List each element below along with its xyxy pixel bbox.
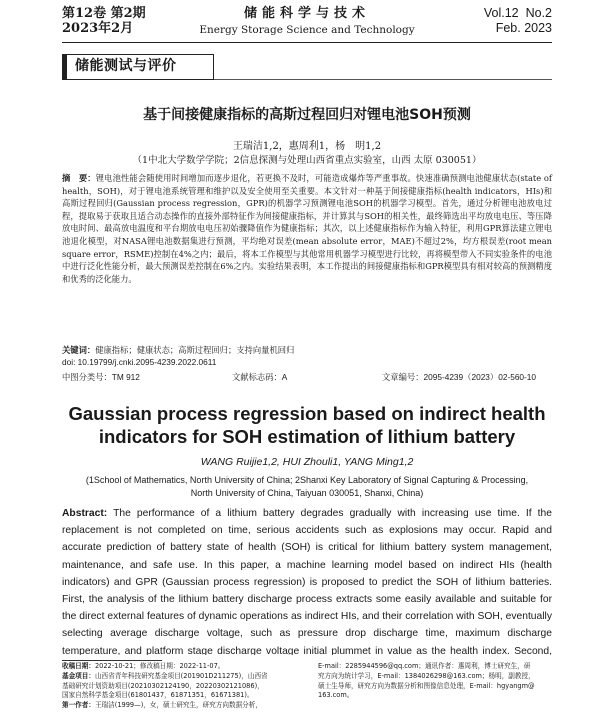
footnote-right-line-2: 究方向为统计学习，E-mail：1384026298@163.com；杨明，副教授，	[318, 671, 535, 680]
keywords-cn-label: 关键词：	[62, 345, 96, 355]
date-cn: 2023年2月	[62, 21, 134, 36]
abstract-en-label: Abstract:	[62, 508, 108, 519]
doi: doi: 10.19799/j.cnki.2095-4239.2022.0611	[62, 357, 217, 367]
title-en-line2: indicators for SOH estimation of lithium battery	[98, 426, 516, 447]
footnote-right-line-1: E-mail：2285944596@qq.com；通讯作者：惠周利，博士研究生，研	[318, 662, 531, 670]
volume: Vol.12	[483, 6, 519, 20]
affiliation-cn: （1中北大学数学学院；2信息探测与处理山西省重点实验室，山西 太原 030051）	[132, 155, 482, 166]
received-dates: 2022-10-21；修改稿日期：2022-11-07。	[94, 662, 225, 670]
first-author-label: 第一作者：	[62, 701, 95, 710]
abstract-cn-label: 摘 要：	[62, 173, 96, 183]
received-label: 收稿日期：	[62, 662, 95, 670]
journal-name-cn: 储能科学与技术	[243, 6, 370, 21]
affiliation-en-line2: North University of China, Taiyuan 030051, Shanxi, China)	[190, 488, 424, 498]
abstract-en	[62, 505, 552, 655]
authors-cn: 王瑞洁1,2，惠周利1，杨 明1,2	[232, 141, 382, 152]
footnote-right	[318, 662, 554, 701]
section-tag-accent	[62, 54, 67, 80]
running-header	[62, 4, 552, 43]
footnote-right-line-4: 163.com。	[318, 691, 354, 700]
abstract-cn-text: 锂电池性能会随使用时间增加而逐步退化，若更换不及时，可能造成爆炸等严重事故。快速准确预测电池健康状态(state of health，SOH)，对于锂电池系统管理和维护以及安全使用至关重要。本文针对一种基于间接健康指标(health indicators，HIs)和高斯过程回归(Gaussian process regression，GPR)的机器学习预测锂电池SOH的机器学习模型。首先，通过分析锂电池放电过程，提取易于获取且适合动态操作的直接外部特征作为间接健康指标，并计算其与SOH的相关性，最终筛选出平均放电电压、等压降放电时间、最高放电温度和平台期放电电压初始骤降值作为健康指标；其次，以上述健康指标作为输入特征，利用GPR算法建立锂电池退化模型，对NASA锂电池数据集进行预测，平均绝对误差(mean absolute error，MAE)不超过2%，均方根误差(root mean square error，RSME)控制在4%之内；最后，将本工作模型与其他常用机器学习模型进行比较，再将模型带入不同实验条件的电池中进行泛化性能分析，最大预测误差控制在6%之内。实验结果表明，本工作提出的间接健康指标和GPR模型具有相对较高的预测精度和优秀的泛化能力。	[62, 173, 552, 284]
abstract-en-text: The performance of a lithium battery degrades gradually with increasing use time. If the replacement is not completed on time, serious accidents such as explosions may occur. Rapid and accurate prediction of battery state of health (SOH) is critical for lithium battery system management, maintenance, and safe use. In this paper, a machine learning model based on indirect HIs (health indicators) and GPR (Gaussian process regression) is proposed to predict the SOH of lithium batteries. First, the analysis of the lithium battery discharge process extracts some easily available and suitable for the direct external features of dynamic operations as indirect HIs, and their correlation with SOH, eventually selecting average discharge voltage, such as pressure drop discharge time, maximum discharge temperature, and platform stage discharge voltage initial plummet in value as the health index. Second,	[62, 508, 552, 655]
title-en-line1: Gaussian process regression based on indirect health	[68, 403, 546, 424]
title-en	[62, 402, 552, 448]
footnote-rule	[62, 660, 162, 661]
keywords-cn-text: 健康指标；健康状态；高斯过程回归；支持向量机回归	[95, 345, 295, 355]
authors-en: WANG Ruijie1,2, HUI Zhouli1, YANG Ming1,2	[200, 456, 414, 468]
affiliation-en	[62, 474, 552, 500]
fund-line-1: 山西省青年科技研究基金项目(201901D211275)，山西省	[94, 671, 268, 680]
section-divider	[214, 79, 552, 80]
abstract-cn	[62, 172, 552, 285]
section-tag: 储能测试与评价	[62, 54, 214, 80]
fund-line-2: 基础研究计划资助项目(20210302124190，20220302121086)，	[62, 681, 264, 690]
clc-number: 中图分类号：TM 912	[62, 372, 140, 382]
fund-line-3: 国家自然科学基金项目(61801437，61871351，61671381)。	[62, 691, 254, 700]
keywords-cn	[62, 344, 552, 357]
document-code: 文献标志码：A	[232, 372, 288, 382]
number: No.2	[525, 6, 552, 20]
article-number: 文章编号：2095-4239（2023）02-560-10	[382, 372, 537, 382]
fund-label: 基金项目：	[62, 671, 95, 680]
footnote-left	[62, 662, 312, 711]
first-author-info: 王瑞洁(1999—)，女，硕士研究生，研究方向数据分析，	[94, 701, 262, 710]
footnote-right-line-3: 硕士生导师，研究方向为数据分析和图像信息处理，E-mail：hgyangm@	[318, 681, 535, 690]
affiliation-en-line1: (1School of Mathematics, North University of China; 2Shanxi Key Laboratory of Signal Capturing & Processing,	[85, 475, 529, 485]
date-en: Feb. 2023	[495, 21, 552, 35]
issue-info-en	[484, 6, 552, 36]
issue-cn: 第12卷 第2期	[62, 6, 146, 21]
title-cn: 基于间接健康指标的高斯过程回归对锂电池SOH预测	[143, 107, 471, 123]
journal-name-en: Energy Storage Science and Technology	[199, 24, 415, 36]
